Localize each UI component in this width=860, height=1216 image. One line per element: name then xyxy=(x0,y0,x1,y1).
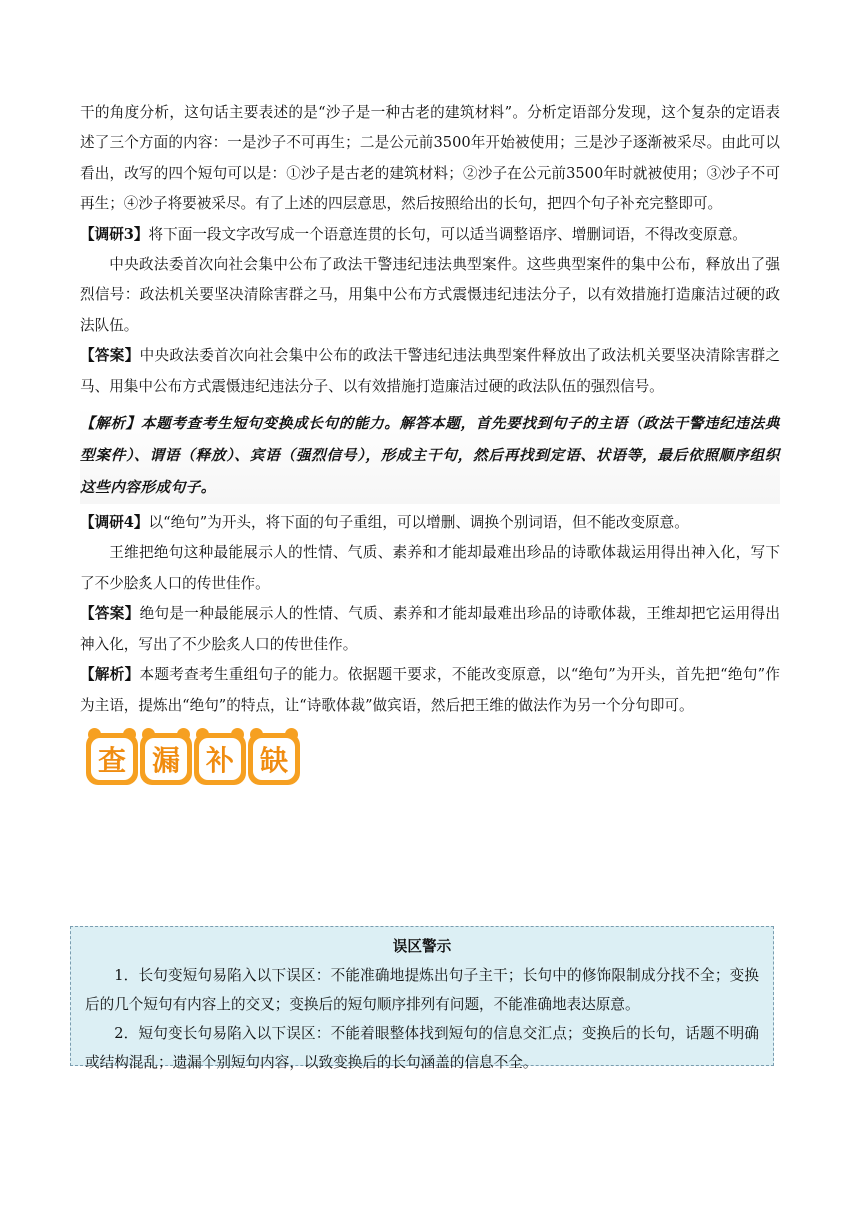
answer-3 xyxy=(80,341,780,402)
question-4-tag: 【调研4】 xyxy=(80,514,149,532)
banner-char: 漏 xyxy=(145,738,187,780)
warning-box-title: 误区警示 xyxy=(392,938,452,955)
analysis-continuation: 干的角度分析，这句话主要表述的是“沙子是一种古老的建筑材料”。分析定语部分发现，这个复杂的定语表述了三个方面的内容：一是沙子不可再生；二是公元前3500年开始被使用；三是沙子逐渐被采尽。由此可以看出，改写的四个短句可以是：①沙子是古老的建筑材料；②沙子在公元前3500年时就被使用；③沙子不可再生；④沙子将要被采尽。有了上述的四层意思，然后按照给出的长句，把四个句子补充完整即可。 xyxy=(80,104,780,213)
banner-badge xyxy=(140,733,192,785)
banner-badge xyxy=(86,733,138,785)
explanation-4 xyxy=(80,660,780,721)
warning-item-2: 2．短句变长句易陷入以下误区：不能着眼整体找到短句的信息交汇点；变换后的长句，话题不明确或结构混乱；遗漏个别短句内容，以致变换后的长句涵盖的信息不全。 xyxy=(85,1025,759,1071)
explanation-4-text: 本题考查考生重组句子的能力。依据题干要求，不能改变原意，以“绝句”为开头，首先把“绝句”作为主语，提炼出“绝句”的特点，让“诗歌体裁”做宾语，然后把王维的做法作为另一个分句即可。 xyxy=(80,666,780,714)
question-4 xyxy=(80,508,780,538)
answer-3-tag: 【答案】 xyxy=(80,347,140,365)
warning-item-1: 1．长句变短句易陷入以下误区：不能准确地提炼出句子主干；长句中的修饰限制成分找不全；变换后的几个短句有内容上的交叉；变换后的短句顺序排列有问题，不能准确地表达原意。 xyxy=(85,967,759,1013)
banner-badges xyxy=(86,733,302,785)
answer-3-text: 中央政法委首次向社会集中公布的政法干警违纪违法典型案件释放出了政法机关要坚决清除害群之马、用集中公布方式震慑违纪违法分子、以有效措施打造廉洁过硬的政法队伍的强烈信号。 xyxy=(80,347,780,395)
banner-char: 缺 xyxy=(253,738,295,780)
question-3 xyxy=(80,220,780,250)
question-4-text: 以“绝句”为开头，将下面的句子重组，可以增删、调换个别词语，但不能改变原意。 xyxy=(148,514,689,532)
question-3-passage: 中央政法委首次向社会集中公布了政法干警违纪违法典型案件。这些典型案件的集中公布，释放出了强烈信号：政法机关要坚决清除害群之马，用集中公布方式震慑违纪违法分子，以有效措施打造廉洁过硬的政法队伍。 xyxy=(80,256,780,334)
answer-4 xyxy=(80,599,780,660)
explanation-3-text: 本题考查考生短句变换成长句的能力。解答本题，首先要找到句子的主语（政法干警违纪违法典型案件）、谓语（释放）、宾语（强烈信号），形成主干句，然后再找到定语、状语等，最后依照顺序组织这些内容形成句子。 xyxy=(80,415,780,497)
explanation-3-tag: 【解析】 xyxy=(80,415,141,433)
question-3-tag: 【调研3】 xyxy=(80,225,149,243)
question-3-text: 将下面一段文字改写成一个语意连贯的长句，可以适当调整语序、增删词语，不得改变原意。 xyxy=(148,225,747,243)
document-body xyxy=(80,98,780,797)
explanation-4-tag: 【解析】 xyxy=(80,666,140,684)
explanation-3 xyxy=(80,408,780,504)
warning-box xyxy=(70,926,774,1071)
banner-badge xyxy=(248,733,300,785)
answer-4-text: 绝句是一种最能展示人的性情、气质、素养和才能却最难出珍品的诗歌体裁，王维却把它运用得出神入化，写出了不少脍炙人口的传世佳作。 xyxy=(80,605,780,653)
banner-badge xyxy=(194,733,246,785)
answer-4-tag: 【答案】 xyxy=(80,605,140,623)
section-banner xyxy=(80,727,780,797)
question-4-passage: 王维把绝句这种最能展示人的性情、气质、素养和才能却最难出珍品的诗歌体裁运用得出神入化，写下了不少脍炙人口的传世佳作。 xyxy=(80,544,780,592)
banner-char: 补 xyxy=(199,738,241,780)
banner-char: 查 xyxy=(91,738,133,780)
